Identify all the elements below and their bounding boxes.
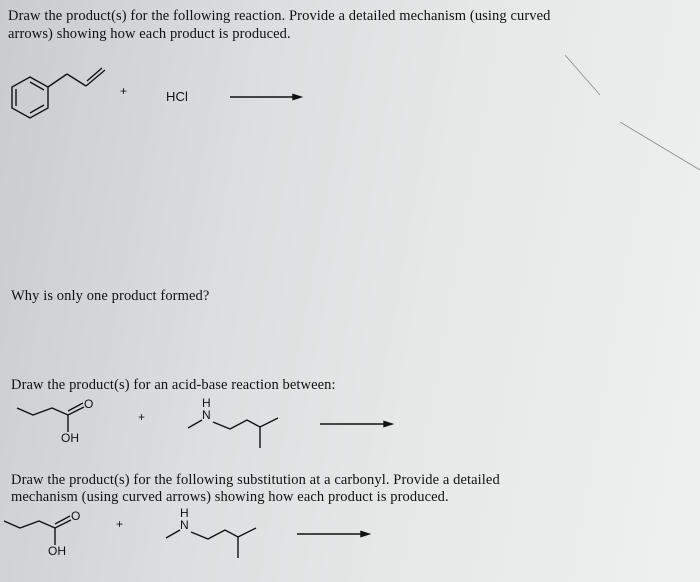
hydroxyl-label: OH [61, 431, 80, 445]
question1-line2: arrows) showing how each product is produced. [8, 26, 291, 42]
plus-sign: + [120, 84, 128, 98]
reagent-hcl: HCl [166, 89, 188, 104]
amine-structure [188, 418, 278, 448]
butanoic-acid-structure-2 [4, 516, 71, 545]
amine-h-label: H [202, 396, 211, 410]
amine-structure-2 [166, 528, 256, 558]
plus-sign-2: + [116, 517, 124, 531]
amine-n-label-2: N [180, 518, 189, 532]
question2-text: Why is only one product formed? [11, 288, 210, 304]
amine-h-label-2: H [180, 506, 189, 520]
butanoic-acid-structure [17, 403, 84, 432]
question4-line1: Draw the product(s) for the following substitution at a carbonyl. Provide a detailed [11, 472, 500, 488]
question3-text: Draw the product(s) for an acid-base reaction between: [11, 377, 336, 393]
question1-line1: Draw the product(s) for the following reaction. Provide a detailed mechanism (using curved [8, 8, 551, 24]
reaction-arrow-1 [230, 95, 301, 100]
amine-n-label: N [202, 408, 211, 422]
reaction-arrow-3 [297, 532, 369, 537]
carbonyl-oxygen-label: O [84, 397, 94, 411]
question4-line2: mechanism (using curved arrows) showing how each product is produced. [11, 489, 449, 505]
allylbenzene-structure [12, 68, 105, 118]
pen-mark [565, 55, 700, 170]
hydroxyl-label-2: OH [48, 544, 67, 558]
reaction-arrow-2 [320, 422, 392, 427]
carbonyl-oxygen-label-2: O [71, 509, 81, 523]
plus-sign: + [138, 410, 146, 424]
